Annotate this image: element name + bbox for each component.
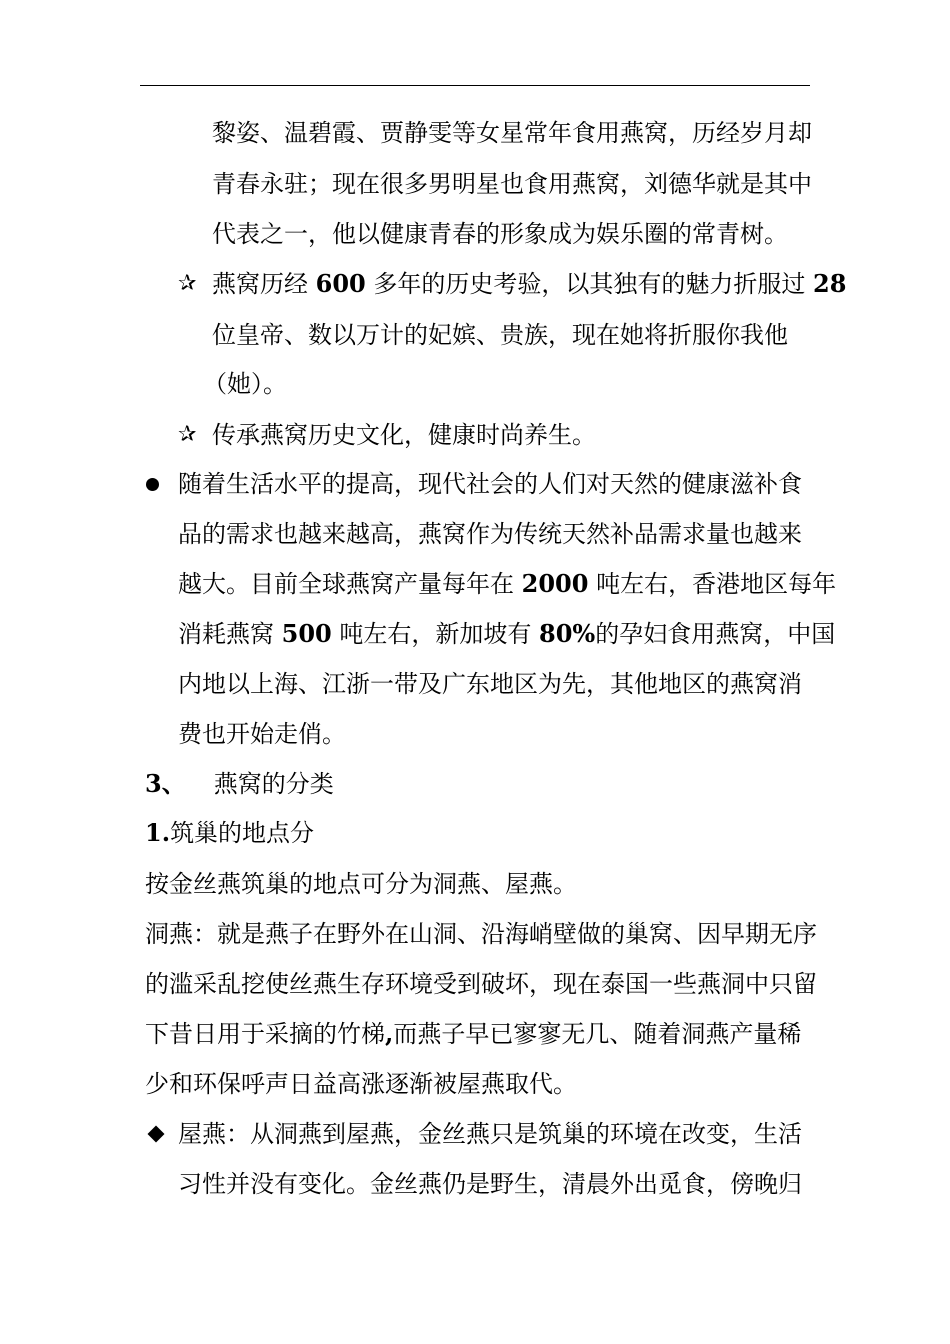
text-line: 费也开始走俏。	[178, 720, 346, 748]
header-rule	[140, 85, 810, 86]
text-line: 青春永驻；现在很多男明星也食用燕窝，刘德华就是其中	[212, 170, 812, 198]
star-bullet-icon: ✰	[178, 422, 197, 447]
text-line: 少和环保呼声日益高涨逐渐被屋燕取代。	[145, 1070, 577, 1098]
text-line: 越大。目前全球燕窝产量每年在 2000 吨左右，香港地区每年	[178, 569, 837, 598]
text-line: 洞燕：就是燕子在野外在山洞、沿海峭壁做的巢窝、因早期无序	[145, 920, 817, 948]
text-line: 下昔日用于采摘的竹梯,而燕子早已寥寥无几、随着洞燕产量稀	[145, 1019, 802, 1048]
star-bullet-icon: ✰	[178, 271, 197, 296]
diamond-bullet-icon	[148, 1126, 165, 1143]
text-line: 消耗燕窝 500 吨左右，新加坡有 80%的孕妇食用燕窝，中国	[178, 619, 836, 648]
text-line: 品的需求也越来越高，燕窝作为传统天然补品需求量也越来	[178, 520, 802, 548]
text-line: 黎姿、温碧霞、贾静雯等女星常年食用燕窝，历经岁月却	[212, 119, 812, 147]
section-heading	[145, 769, 334, 799]
text-line: 屋燕：从洞燕到屋燕，金丝燕只是筑巢的环境在改变，生活	[178, 1120, 802, 1148]
text-line: 内地以上海、江浙一带及广东地区为先，其他地区的燕窝消	[178, 670, 802, 698]
section-number: 3、	[145, 769, 186, 798]
text-line: 习性并没有变化。金丝燕仍是野生，清晨外出觅食，傍晚归	[178, 1170, 802, 1198]
list-item-text: 燕窝历经 600 多年的历史考验，以其独有的魅力折服过 28	[212, 269, 847, 298]
text-line: 代表之一，他以健康青春的形象成为娱乐圈的常青树。	[212, 220, 788, 248]
text-line: 位皇帝、数以万计的妃嫔、贵族，现在她将折服你我他	[212, 321, 788, 349]
text-line: （她）。	[203, 370, 287, 398]
text-line: 的滥采乱挖使丝燕生存环境受到破坏，现在泰国一些燕洞中只留	[145, 970, 817, 998]
paragraph: 按金丝燕筑巢的地点可分为洞燕、屋燕。	[145, 870, 577, 898]
section-title: 燕窝的分类	[213, 770, 334, 798]
list-item-text: 传承燕窝历史文化，健康时尚养生。	[212, 421, 596, 449]
text-line: 随着生活水平的提高，现代社会的人们对天然的健康滋补食	[178, 470, 802, 498]
bullet-dot-icon	[146, 478, 159, 491]
subsection-heading: 1.筑巢的地点分	[145, 818, 315, 847]
